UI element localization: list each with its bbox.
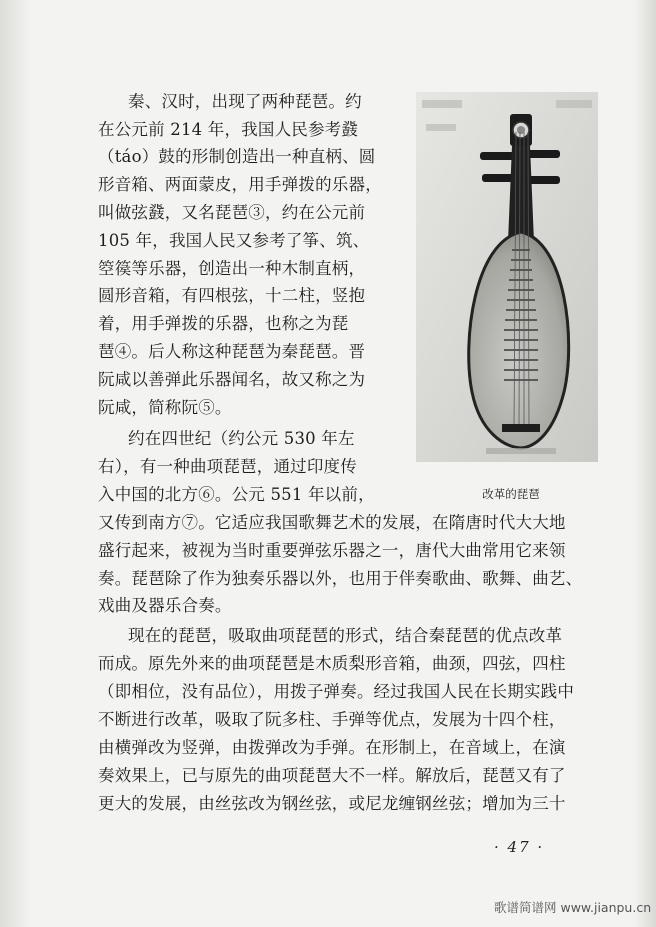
text-line: 更大的发展，由丝弦改为钢丝弦，或尼龙缠钢丝弦；增加为三十 (98, 794, 566, 813)
text-line: 约在四世纪（约公元 530 年左 (128, 429, 355, 448)
text-line: 又传到南方⑦。它适应我国歌舞艺术的发展，在隋唐时代大大地 (98, 513, 566, 532)
text-line: 105 年，我国人民又参考了筝、筑、 (98, 231, 370, 250)
text-line: 不断进行改革，吸取了阮多柱、手弹等优点，发展为十四个柱， (98, 710, 566, 729)
page-edge-shadow-left (0, 0, 30, 927)
figure-caption: 改革的琵琶 (482, 487, 540, 501)
page-number: · 47 · (494, 838, 545, 856)
text-line: 在公元前 214 年，我国人民参考鼗 (98, 120, 359, 139)
text-line: 盛行起来，被视为当时重要弹弦乐器之一，唐代大曲常用它来领 (98, 541, 566, 560)
text-line: 阮咸以善弹此乐器闻名，故又称之为 (98, 370, 366, 389)
text-line: 而成。原先外来的曲项琵琶是木质梨形音箱，曲颈，四弦，四柱 (98, 654, 566, 673)
text-line: 着，用手弹拨的乐器，也称之为琵 (98, 314, 349, 333)
text-line: 入中国的北方⑥。公元 551 年以前， (98, 485, 375, 504)
text-line: 形音箱、两面蒙皮，用手弹拨的乐器， (98, 175, 382, 194)
text-line: 奏。琵琶除了作为独奏乐器以外，也用于伴奏歌曲、歌舞、曲艺、 (98, 569, 583, 588)
text-line: 叫做弦鼗，又名琵琶③，约在公元前 (98, 203, 366, 222)
pipa-icon (416, 92, 598, 462)
page-edge-shadow-right (634, 0, 656, 927)
text-line: （即相位，没有品位），用拨子弹奏。经过我国人民在长期实践中 (98, 682, 575, 701)
text-line: 圆形音箱，有四根弦，十二柱，竖抱 (98, 286, 366, 305)
text-line: 右），有一种曲项琵琶，通过印度传 (98, 457, 357, 476)
pipa-photo (416, 92, 598, 462)
text-line: 秦、汉时，出现了两种琵琶。约 (128, 92, 362, 111)
site-watermark: 歌谱简谱网 www.jianpu.cn (494, 900, 652, 915)
text-line: 现在的琵琶，吸取曲项琵琶的形式，结合秦琵琶的优点改革 (128, 626, 563, 645)
text-line: 箜篌等乐器，创造出一种木制直柄， (98, 259, 366, 278)
text-line: 阮咸，简称阮⑤。 (98, 398, 232, 417)
text-line: 琶④。后人称这种琵琶为秦琵琶。晋 (98, 342, 366, 361)
text-line: 奏效果上，已与原先的曲项琵琶大不一样。解放后，琵琶又有了 (98, 766, 566, 785)
text-line: （táo）鼓的形制创造出一种直柄、圆 (98, 147, 376, 166)
text-line: 由横弹改为竖弹，由拨弹改为手弹。在形制上，在音域上，在演 (98, 738, 566, 757)
text-line: 戏曲及器乐合奏。 (98, 596, 232, 615)
